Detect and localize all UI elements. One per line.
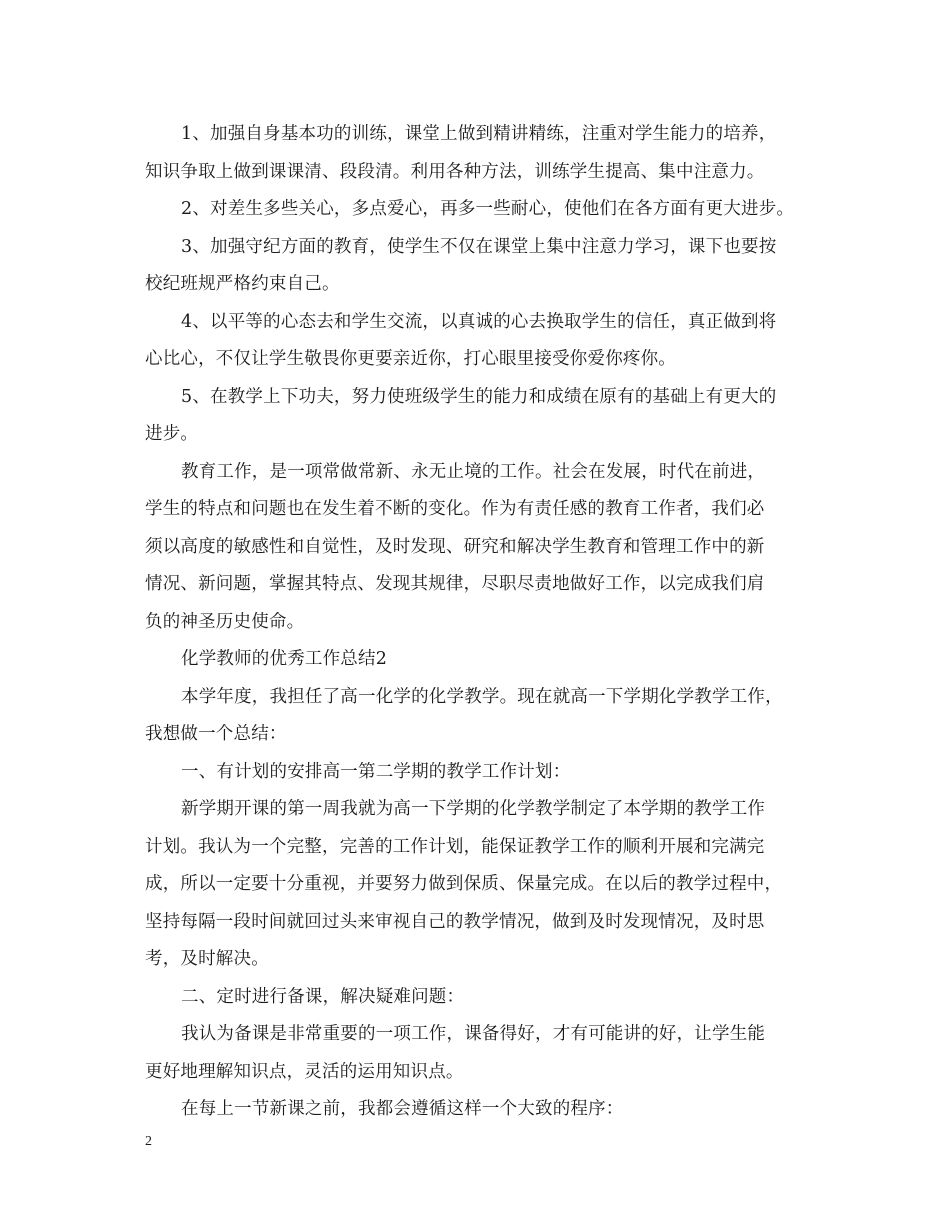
text-line: 我想做一个总结： xyxy=(145,724,287,744)
text-line: 须以高度的敏感性和自觉性，及时发现、研究和解决学生教育和管理工作中的新 xyxy=(145,536,765,557)
text-line: 成，所以一定要十分重视，并要努力做到保质、保量完成。在以后的教学过程中， xyxy=(145,874,783,894)
text-line: 更好地理解知识点，灵活的运用知识点。 xyxy=(145,1061,464,1082)
text-line: 负的神圣历史使命。 xyxy=(145,611,305,632)
text-line: 我认为备课是非常重要的一项工作，课备得好，才有可能讲的好，让学生能 xyxy=(181,1024,766,1044)
text-line: 坚持每隔一段时间就回过头来审视自己的教学情况，做到及时发现情况，及时思 xyxy=(145,911,765,932)
text-line: 情况、新问题，掌握其特点、发现其规律，尽职尽责地做好工作，以完成我们肩 xyxy=(145,574,765,594)
text-line: 教育工作，是一项常做常新、永无止境的工作。社会在发展，时代在前进， xyxy=(181,461,766,482)
text-line: 5、在教学上下功夫，努力使班级学生的能力和成绩在原有的基础上有更大的 xyxy=(181,386,777,407)
text-line: 4、以平等的心态去和学生交流，以真诚的心去换取学生的信任，真正做到将 xyxy=(181,311,777,332)
text-line: 心比心，不仅让学生敬畏你更要亲近你，打心眼里接受你爱你疼你。 xyxy=(145,349,676,369)
text-line: 计划。我认为一个完整，完善的工作计划，能保证教学工作的顺利开展和完满完 xyxy=(145,836,765,857)
text-line: 1、加强自身基本功的训练，课堂上做到精讲精练，注重对学生能力的培养， xyxy=(181,124,777,144)
text-line: 2、对差生多些关心，多点爱心，再多一些耐心，使他们在各方面有更大进步。 xyxy=(181,199,795,219)
text-line: 学生的特点和问题也在发生着不断的变化。作为有责任感的教育工作者，我们必 xyxy=(145,499,765,519)
text-line: 在每上一节新课之前，我都会遵循这样一个大致的程序： xyxy=(181,1099,624,1119)
text-line: 一、有计划的安排高一第二学期的教学工作计划： xyxy=(181,761,571,782)
document-body xyxy=(145,116,825,1129)
text-line: 考，及时解决。 xyxy=(145,949,269,969)
text-line: 化学教师的优秀工作总结2 xyxy=(181,649,388,669)
page-number: 2 xyxy=(145,1134,152,1149)
text-line: 校纪班规严格约束自己。 xyxy=(145,274,340,294)
text-line: 新学期开课的第一周我就为高一下学期的化学教学制定了本学期的教学工作 xyxy=(181,799,766,819)
text-line: 3、加强守纪方面的教育，使学生不仅在课堂上集中注意力学习，课下也要按 xyxy=(181,236,777,257)
text-line: 本学年度，我担任了高一化学的化学教学。现在就高一下学期化学教学工作， xyxy=(181,686,783,707)
text-line: 二、定时进行备课，解决疑难问题： xyxy=(181,986,465,1007)
text-line: 进步。 xyxy=(145,424,199,444)
text-line: 知识争取上做到课课清、段段清。利用各种方法，训练学生提高、集中注意力。 xyxy=(145,161,765,182)
